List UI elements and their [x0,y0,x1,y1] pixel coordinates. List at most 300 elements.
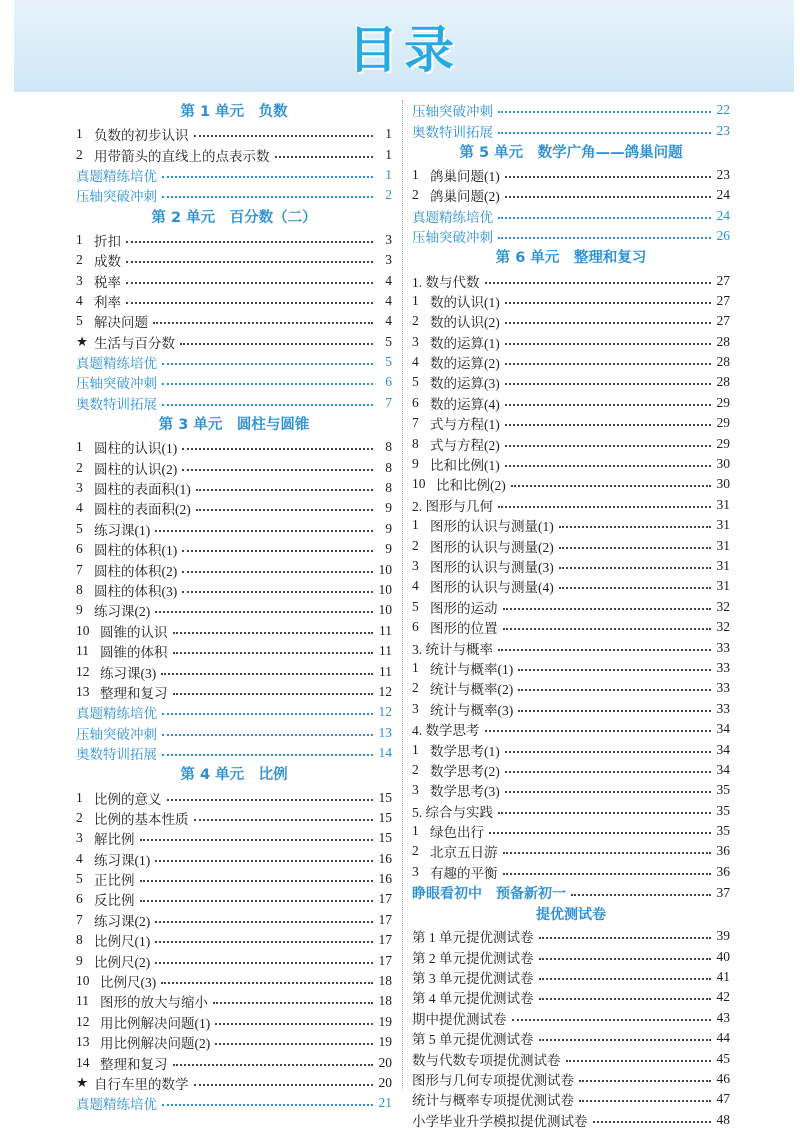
toc-entry[interactable] [412,1089,730,1109]
entry-title: 统计与概率(1) [430,661,514,677]
entry-title: 小学毕业升学模拟提优测试卷 [412,1113,588,1129]
entry-title: 绿色出行 [430,825,484,841]
page-number: 4 [385,313,392,329]
entry-title: 生活与百分数 [94,335,175,351]
toc-entry[interactable] [412,332,730,352]
page-number: 2 [385,187,392,203]
dot-leader [498,506,711,508]
dot-leader [140,839,374,841]
toc-entry[interactable] [76,808,392,828]
page-number: 32 [716,598,730,614]
dot-leader [126,282,373,284]
entry-title: 折扣 [94,233,121,249]
dot-leader [213,1002,373,1004]
entry-title: 练习课(1) [94,522,151,538]
entry-title: 压轴突破冲刺 [76,726,157,742]
page-number: 13 [378,724,392,740]
toc-entry[interactable] [76,144,392,164]
toc-entry[interactable] [412,311,730,331]
toc-entry[interactable] [76,1052,392,1072]
toc-extra-entry[interactable] [76,352,392,372]
entry-number: 6 [76,541,83,557]
toc-entry[interactable] [76,910,392,930]
header-banner [14,0,794,92]
entry-title: 圆柱的体积(3) [94,584,178,599]
page-number: 34 [716,741,730,757]
entry-title: 1. 数与代数 [412,274,480,290]
dot-leader [503,628,712,630]
dot-leader [162,754,373,756]
dot-leader [579,1080,711,1082]
toc-entry[interactable] [76,950,392,970]
entry-title: 4. 数学思考 [412,723,480,739]
unit-heading: 第 1 单元 负数 [180,104,288,120]
toc-entry[interactable] [412,413,730,433]
dot-leader [498,812,711,814]
page-number: 48 [716,1111,730,1127]
toc-entry[interactable] [412,699,730,719]
entry-title: 比例的基本性质 [94,811,189,827]
entry-title: 图形的运动 [430,600,498,616]
toc-extra-entry[interactable] [76,165,392,185]
entry-title: 睁眼看初中 预备新初一 [412,886,566,903]
entry-number: 3 [76,830,83,846]
entry-title: 圆柱的认识(2) [94,461,178,477]
dot-leader [126,241,373,243]
dot-leader [196,489,373,491]
dot-leader [173,1064,374,1066]
toc-entry[interactable] [412,556,730,576]
dot-leader [503,852,712,854]
dot-leader [505,176,711,178]
toc-entry[interactable] [412,678,730,698]
entry-title: 自行车里的数学 [94,1076,189,1092]
toc-extra-entry[interactable] [76,185,392,205]
page-number: 29 [716,394,730,410]
entry-title: 鸽巢问题(1) [430,168,500,184]
column-divider [402,100,403,1090]
toc-entry[interactable] [412,185,730,205]
dot-leader [498,111,711,113]
entry-number: 2 [412,680,419,696]
page-number: 27 [716,313,730,329]
toc-entry[interactable] [412,637,730,657]
dot-leader [182,469,373,471]
toc-extra-entry[interactable] [412,120,730,140]
entry-number: 1 [76,439,83,455]
entry-title: 解决问题 [94,315,148,331]
dot-leader [498,237,711,239]
page-number: 4 [385,292,392,308]
toc-entry[interactable] [76,1032,392,1052]
entry-title: 比和比例(1) [430,458,500,474]
toc-entry[interactable] [412,1008,730,1028]
toc-entry[interactable] [412,270,730,290]
entry-number: 4 [412,578,419,594]
toc-entry[interactable] [412,946,730,966]
entry-title: 税率 [94,274,121,290]
entry-number: 8 [412,435,419,451]
entry-number: 13 [76,1034,90,1050]
dot-leader [155,921,373,923]
unit-heading: 第 3 单元 圆柱与圆锥 [158,417,310,434]
page-number: 16 [378,871,392,887]
entry-title: 奥数特训拓展 [76,747,157,763]
page-number: 33 [716,659,730,675]
page-number: 17 [378,932,392,948]
toc-entry[interactable] [76,682,392,702]
entry-number: 7 [412,415,419,431]
toc-entry[interactable] [76,849,392,869]
entry-number: 6 [76,891,83,907]
toc-extra-entry[interactable] [412,226,730,246]
entry-number: 2 [412,313,419,329]
page-number: 16 [378,850,392,866]
entry-title: 真题精练培优 [76,1097,157,1113]
entry-title: 压轴突破冲刺 [412,104,493,120]
page-number: 1 [385,126,392,142]
dot-leader [485,282,712,284]
toc-entry[interactable] [412,1069,730,1089]
toc-entry[interactable] [412,165,730,185]
toc-entry[interactable] [412,576,730,596]
dot-leader [155,962,373,964]
dot-leader [539,978,712,980]
toc-entry[interactable] [76,478,392,498]
entry-number: 9 [76,952,83,968]
toc-entry[interactable] [76,600,392,620]
toc-extra-entry[interactable] [76,723,392,743]
entry-number: 2 [76,809,83,825]
dot-leader [489,832,711,834]
toc-entry[interactable] [76,332,392,352]
toc-entry[interactable] [412,882,730,904]
toc-entry[interactable] [412,597,730,617]
page-number: 23 [716,166,730,182]
toc-entry[interactable] [412,454,730,474]
toc-extra-entry[interactable] [76,702,392,722]
entry-number: 4 [76,850,83,866]
page-number: 7 [385,394,392,410]
toc-entry[interactable] [76,580,392,600]
entry-number: 2 [412,537,419,553]
entry-number: ★ [76,333,89,349]
dot-leader [275,156,374,158]
dot-leader [162,713,373,715]
dot-leader [505,196,711,198]
entry-title: 数的运算(2) [430,356,500,372]
entry-title: 数的认识(2) [430,315,500,331]
entry-title: 统计与概率(2) [430,682,514,698]
page-number: 11 [379,663,392,679]
toc-entry[interactable] [76,457,392,477]
toc-entry[interactable] [412,801,730,821]
page-number: 40 [716,948,730,964]
entry-number: 12 [76,1013,90,1029]
toc-entry[interactable] [412,617,730,637]
entry-number: 3 [412,863,419,879]
entry-title: 真题精练培优 [76,356,157,372]
page-number: 9 [385,541,392,557]
entry-number: 9 [412,456,419,472]
dot-leader [167,799,374,801]
entry-number: 7 [76,561,83,577]
dot-leader [155,530,373,532]
entry-number: 10 [412,476,426,492]
toc-extra-entry[interactable] [412,206,730,226]
page-number: 33 [716,639,730,655]
entry-number: 14 [76,1054,90,1070]
dot-leader [505,383,711,385]
toc-entry[interactable] [412,760,730,780]
dot-leader [126,261,373,263]
entry-title: 5. 综合与实践 [412,804,493,820]
dot-leader [194,1084,374,1086]
toc-entry[interactable] [412,352,730,372]
dot-leader [155,611,373,613]
toc-entry[interactable] [76,621,392,641]
entry-title: 练习课(2) [94,604,151,620]
toc-entry[interactable] [412,739,730,759]
toc-entry[interactable] [76,869,392,889]
toc-entry[interactable] [76,539,392,559]
toc-entry[interactable] [412,987,730,1007]
toc-entry[interactable] [76,641,392,661]
toc-entry[interactable] [76,437,392,457]
page-number: 15 [378,830,392,846]
toc-entry[interactable] [76,230,392,250]
entry-title: 式与方程(1) [430,417,500,433]
toc-entry[interactable] [412,862,730,882]
page-number: 17 [378,891,392,907]
toc-extra-entry[interactable] [76,393,392,413]
toc-entry[interactable] [412,433,730,453]
toc-entry[interactable] [76,1073,392,1093]
entry-title: 圆柱的认识(1) [94,441,178,457]
page-number: 5 [385,333,392,349]
entry-title: 真题精练培优 [412,209,493,225]
toc-extra-entry[interactable] [76,1093,392,1113]
toc-entry[interactable] [412,535,730,555]
toc-entry[interactable] [412,1110,730,1130]
toc-entry[interactable] [76,787,392,807]
dot-leader [182,571,373,573]
page-number: 24 [716,187,730,203]
entry-title: 式与方程(2) [430,437,500,453]
entry-title: 有趣的平衡 [430,865,498,881]
toc-entry[interactable] [412,495,730,515]
dot-leader [161,673,373,675]
toc-entry[interactable] [412,658,730,678]
dot-leader [505,445,711,447]
entry-number: 2 [76,459,83,475]
page-number: 45 [716,1050,730,1066]
toc-entry[interactable] [412,1028,730,1048]
page-number: 35 [716,782,730,798]
page-number: 17 [378,911,392,927]
toc-entry[interactable] [76,889,392,909]
page-number: 18 [378,993,392,1009]
page-number: 29 [716,435,730,451]
dot-leader [503,608,712,610]
dot-leader [505,465,711,467]
entry-number: 3 [76,272,83,288]
page-number: 31 [716,496,730,512]
dot-leader [559,526,711,528]
dot-leader [559,587,711,589]
toc-entry[interactable] [76,559,392,579]
dot-leader [505,363,711,365]
page-number: 29 [716,415,730,431]
page-number: 44 [716,1030,730,1046]
entry-number: 5 [76,313,83,329]
dot-leader [505,791,711,793]
toc-entry[interactable] [412,821,730,841]
entry-title: 压轴突破冲刺 [76,376,157,392]
dot-leader [539,958,712,960]
entry-title: 图形的认识与测量(3) [430,560,554,575]
toc-entry[interactable] [76,291,392,311]
toc-entry[interactable] [412,926,730,946]
entry-title: 图形的认识与测量(4) [430,580,554,596]
dot-leader [162,404,373,406]
toc-entry[interactable] [76,250,392,270]
dot-leader [162,196,373,198]
entry-number: 5 [412,374,419,390]
entry-title: 第 3 单元提优测试卷 [412,971,534,987]
entry-title: 用比例解决问题(1) [100,1015,211,1031]
page-number: 15 [378,789,392,805]
entry-number: 2 [76,252,83,268]
entry-number: 8 [76,582,83,597]
toc-entry[interactable] [76,498,392,518]
entry-number: ★ [76,1074,89,1090]
entry-number: 12 [76,663,90,679]
entry-title: 统计与概率专项提优测试卷 [412,1093,574,1109]
entry-title: 用带箭头的直线上的点表示数 [94,148,270,164]
page-number: 3 [385,231,392,247]
page-number: 3 [385,252,392,268]
page-number: 8 [385,459,392,475]
dot-leader [498,649,711,651]
toc-entry[interactable] [412,474,730,494]
entry-number: 2 [412,761,419,777]
page-number: 31 [716,517,730,533]
toc-entry[interactable] [412,515,730,535]
dot-leader [162,1104,373,1106]
toc-entry[interactable] [412,967,730,987]
page-number: 33 [716,680,730,696]
entry-title: 数的运算(4) [430,396,500,412]
entry-number: 4 [76,292,83,308]
entry-title: 练习课(2) [94,913,151,929]
dot-leader [173,632,374,634]
entry-title: 负数的初步认识 [94,128,189,144]
page-number: 12 [378,704,392,720]
entry-number: 4 [76,500,83,516]
entry-title: 真题精练培优 [76,168,157,184]
dot-leader [215,1023,373,1025]
toc-entry[interactable] [76,311,392,331]
page-number: 20 [378,1074,392,1090]
toc-extra-entry[interactable] [76,743,392,763]
toc-entry[interactable] [76,519,392,539]
entry-title: 图形的放大与缩小 [100,995,208,1011]
dot-leader [593,1121,712,1123]
dot-leader [505,302,711,304]
entry-title: 2. 图形与几何 [412,498,493,514]
toc-entry[interactable] [76,270,392,290]
toc-entry[interactable] [412,780,730,800]
entry-title: 奥数特训拓展 [412,124,493,140]
page-number: 41 [716,969,730,985]
unit-heading: 第 6 单元 整理和复习 [495,250,647,267]
toc-entry[interactable] [76,971,392,991]
toc-entry[interactable] [76,930,392,950]
page-number: 35 [716,802,730,818]
dot-leader [511,485,711,487]
entry-title: 鸽巢问题(2) [430,189,500,205]
entry-number: 4 [412,354,419,370]
entry-number: 2 [412,187,419,203]
entry-number: 10 [76,973,90,989]
page-number: 36 [716,863,730,879]
page-number: 9 [385,500,392,516]
entry-number: 1 [412,659,419,675]
toc-entry[interactable] [412,1048,730,1068]
toc-entry[interactable] [412,393,730,413]
dot-leader [173,693,374,695]
toc-entry[interactable] [412,841,730,861]
entry-title: 图形的位置 [430,621,498,637]
entry-title: 比例尺(1) [94,934,151,950]
page-number: 1 [385,166,392,182]
dot-leader [140,900,374,902]
entry-number: 3 [412,333,419,349]
page-number: 8 [385,480,392,496]
toc-extra-entry[interactable] [412,100,730,120]
page-number: 34 [716,761,730,777]
toc-entry[interactable] [76,1012,392,1032]
toc-entry[interactable] [412,291,730,311]
section-heading: 提优测试卷 [536,907,606,924]
entry-title: 数的认识(1) [430,294,500,310]
toc-entry[interactable] [76,828,392,848]
toc-entry[interactable] [76,124,392,144]
toc-entry[interactable] [412,719,730,739]
toc-entry[interactable] [76,991,392,1011]
entry-title: 圆柱的表面积(1) [94,482,191,498]
page-number: 28 [716,354,730,370]
page-number: 10 [378,602,392,618]
dot-leader [505,751,711,753]
page-number: 28 [716,374,730,390]
toc-entry[interactable] [412,372,730,392]
entry-number: 3 [412,782,419,798]
entry-number: 1 [412,166,419,182]
toc-extra-entry[interactable] [76,372,392,392]
entry-number: 8 [76,932,83,948]
entry-title: 练习课(3) [100,665,157,681]
toc-entry[interactable] [76,661,392,681]
page-number: 21 [378,1095,392,1111]
entry-title: 数与代数专项提优测试卷 [412,1052,561,1068]
page-number: 11 [379,643,392,659]
dot-leader [505,771,711,773]
entry-number: 3 [412,700,419,716]
page-number: 26 [716,228,730,244]
page-number: 5 [385,354,392,370]
